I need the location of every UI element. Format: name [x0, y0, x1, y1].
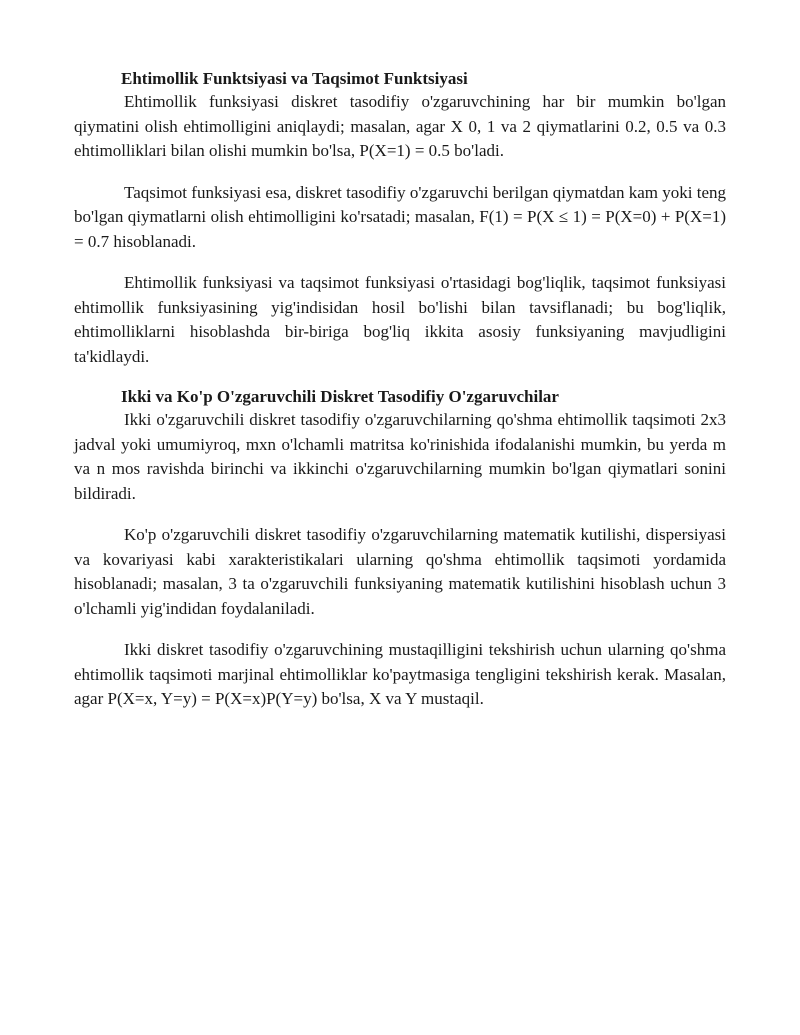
section-heading: Ehtimollik Funktsiyasi va Taqsimot Funktsiyasi	[121, 69, 468, 88]
section-probability-functions	[74, 68, 726, 369]
paragraph: Ikki o'zgaruvchili diskret tasodifiy o'zgaruvchilarning qo'shma ehtimollik taqsimoti 2x3 jadval yoki umumiyroq, mxn o'lchamli matritsa ko'rinishida ifodalanishi mumkin, bu yerda m va n mos ravishda birinchi va ikkinchi o'zgaruvchilarning mumkin bo'lgan qiymatlari sonini bildiradi.	[74, 410, 726, 503]
paragraph: Ko'p o'zgaruvchili diskret tasodifiy o'zgaruvchilarning matematik kutilishi, dispersiyasi va kovariyasi kabi xarakteristikalari ularning qo'shma ehtimollik taqsimoti yordamida hisoblanadi; masalan, 3 ta o'zgaruvchili funksiyaning matematik kutilishini hisoblash uchun 3 o'lchamli yig'indidan foydalaniladi.	[74, 525, 726, 618]
paragraph: Ikki diskret tasodifiy o'zgaruvchining mustaqilligini tekshirish uchun ularning qo'shma ehtimollik taqsimoti marjinal ehtimolliklar ko'paytmasiga tengligini tekshirish kerak. Masalan, agar P(X=x, Y=y) = P(X=x)P(Y=y) bo'lsa, X va Y mustaqil.	[74, 640, 726, 708]
paragraph: Ehtimollik funksiyasi va taqsimot funksiyasi o'rtasidagi bog'liqlik, taqsimot funksiyasi ehtimollik funksiyasining yig'indisidan hosil bo'lishi bilan tavsiflanadi; bu bog'liqlik, ehtimolliklarni hisoblashda bir-biriga bog'liq ikkita asosiy funksiyaning mavjudligini ta'kidlaydi.	[74, 273, 726, 366]
paragraph: Ehtimollik funksiyasi diskret tasodifiy o'zgaruvchining har bir mumkin bo'lgan qiymatini olish ehtimolligini aniqlaydi; masalan, agar X 0, 1 va 2 qiymatlarini 0.2, 0.5 va 0.3 ehtimolliklari bilan olishi mumkin bo'lsa, P(X=1) = 0.5 bo'ladi.	[74, 92, 726, 160]
paragraph: Taqsimot funksiyasi esa, diskret tasodifiy o'zgaruvchi berilgan qiymatdan kam yoki teng bo'lgan qiymatlarni olish ehtimolligini ko'rsatadi; masalan, F(1) = P(X ≤ 1) = P(X=0) + P(X=1) = 0.7 hisoblanadi.	[74, 182, 726, 251]
document-page	[74, 68, 726, 729]
section-heading: Ikki va Ko'p O'zgaruvchili Diskret Tasodifiy O'zgaruvchilar	[121, 387, 559, 406]
section-multivariate-variables	[74, 386, 726, 712]
